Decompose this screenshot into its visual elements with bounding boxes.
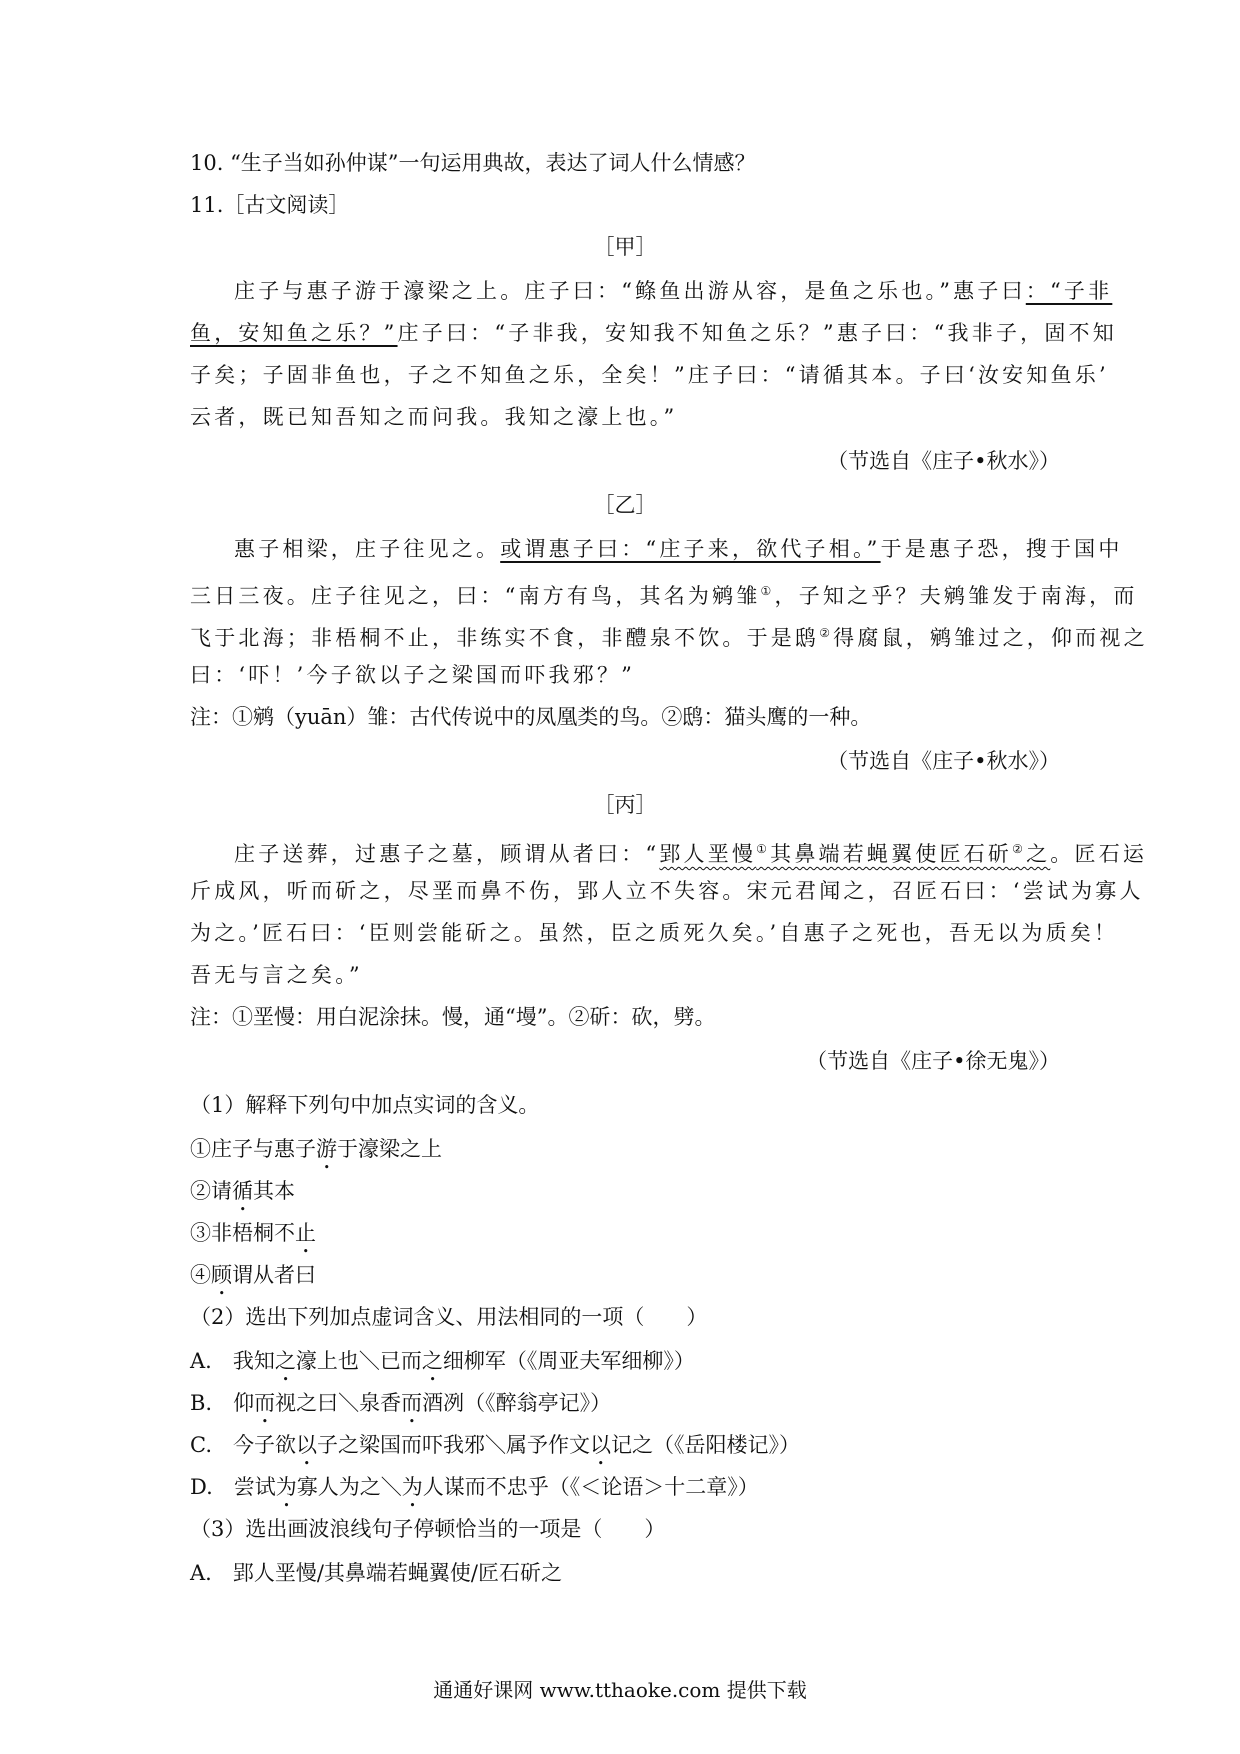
passage-jia-source: （节选自《庄子•秋水》） xyxy=(827,449,1060,473)
passage-jia-heading: ［甲］ xyxy=(593,235,657,259)
dotted-word: 而 xyxy=(254,1391,276,1415)
underlined-sentence: 或谓惠子曰：“庄子来，欲代子相。” xyxy=(500,537,881,561)
sub-question-1-item-4: ④顾谓从者曰 xyxy=(190,1263,316,1287)
footnote-marker: ② xyxy=(819,626,834,640)
dotted-word: 而 xyxy=(401,1391,423,1415)
passage-yi-line-2: 三日三夜。庄子往见之，曰：“南方有鸟，其名为鹓雏①，子知之乎？夫鹓雏发于南海，而 xyxy=(190,584,1138,608)
passage-jia-line-2: 鱼，安知鱼之乐？”庄子曰：“子非我，安知我不知鱼之乐？”惠子曰：“我非子，固不知 xyxy=(190,321,1117,345)
passage-bing-line-4: 吾无与言之矣。” xyxy=(190,963,363,987)
passage-yi-source: （节选自《庄子•秋水》） xyxy=(827,749,1060,773)
passage-yi-heading: ［乙］ xyxy=(593,493,657,517)
dotted-word: 顾 xyxy=(211,1263,232,1287)
sub-question-1-prompt: （1）解释下列句中加点实词的含义。 xyxy=(190,1093,540,1117)
option-b: B. 仰而视之曰＼泉香而酒冽（《醉翁亭记》） xyxy=(190,1391,612,1415)
sub-question-1-item-1: ①庄子与惠子游于濠梁之上 xyxy=(190,1137,442,1161)
sub-question-1-item-3: ③非梧桐不止 xyxy=(190,1221,316,1245)
option-c: C. 今子欲以子之梁国而吓我邪＼属予作文以记之（《岳阳楼记》） xyxy=(190,1433,800,1457)
dotted-word: 止 xyxy=(295,1221,316,1245)
wavy-underlined-sentence: 郢人垩慢①其鼻端若蝇翼使匠石斫②之 xyxy=(659,842,1051,866)
passage-bing-line-3: 为之。’匠石曰：‘臣则尝能斫之。虽然，臣之质死久矣。’自惠子之死也，吾无以为质矣！ xyxy=(190,921,1119,945)
passage-jia-line-4: 云者，既已知吾知之而问我。我知之濠上也。” xyxy=(190,405,678,429)
passage-yi-line-4: 曰：‘吓！’今子欲以子之梁国而吓我邪？” xyxy=(190,663,636,687)
underlined-sentence: 鱼，安知鱼之乐？” xyxy=(190,321,398,345)
passage-jia-line-1: 庄子与惠子游于濠梁之上。庄子曰：“鲦鱼出游从容，是鱼之乐也。”惠子曰：“子非 xyxy=(234,279,1113,303)
sub-question-3-prompt: （3）选出画波浪线句子停顿恰当的一项是（ ） xyxy=(190,1517,666,1541)
sub-question-1-item-2: ②请循其本 xyxy=(190,1179,295,1203)
dotted-word: 之 xyxy=(274,1349,296,1373)
footnote-marker: ① xyxy=(760,584,775,598)
question-10: 10. “生子当如孙仲谋”一句运用典故，表达了词人什么情感？ xyxy=(190,151,756,175)
passage-bing-line-2: 斤成风，听而斫之，尽垩而鼻不伤，郢人立不失容。宋元君闻之，召匠石曰：‘尝试为寡人 xyxy=(190,879,1144,903)
underlined-sentence: ：“子非 xyxy=(1025,279,1113,303)
passage-yi-note: 注：①鹓（yuān）雏：古代传说中的凤凰类的鸟。②鸱：猫头鹰的一种。 xyxy=(190,705,872,729)
passage-bing-source: （节选自《庄子•徐无鬼》） xyxy=(806,1049,1060,1073)
option-a: A. 我知之濠上也＼已而之细柳军（《周亚夫军细柳》） xyxy=(190,1349,695,1373)
sub-question-3-option-a: A. 郢人垩慢/其鼻端若蝇翼使/匠石斫之 xyxy=(190,1561,562,1585)
passage-bing-line-1: 庄子送葬，过惠子之墓，顾谓从者曰：“郢人垩慢①其鼻端若蝇翼使匠石斫②之。匠石运 xyxy=(234,842,1148,866)
passage-bing-note: 注：①垩慢：用白泥涂抹。慢，通“墁”。②斫：砍，劈。 xyxy=(190,1005,716,1029)
sub-question-2-prompt: （2）选出下列加点虚词含义、用法相同的一项（ ） xyxy=(190,1305,708,1329)
passage-yi-line-3: 飞于北海；非梧桐不止，非练实不食，非醴泉不饮。于是鸱②得腐鼠，鹓雏过之，仰而视之 xyxy=(190,626,1148,650)
footnote-marker: ① xyxy=(756,842,771,856)
dotted-word: 为 xyxy=(401,1475,423,1499)
dotted-word: 循 xyxy=(232,1179,253,1203)
dotted-word: 以 xyxy=(590,1433,611,1457)
dotted-word: 游 xyxy=(316,1137,337,1161)
dotted-word: 之 xyxy=(421,1349,443,1373)
question-11-title: 11.［古文阅读］ xyxy=(190,193,350,217)
option-d: D. 尝试为寡人为之＼为人谋而不忠乎（《＜论语＞十二章》） xyxy=(190,1475,759,1499)
passage-jia-line-3: 子矣；子固非鱼也，子之不知鱼之乐，全矣！”庄子曰：“请循其本。子曰‘汝安知鱼乐’ xyxy=(190,363,1109,387)
footnote-marker: ② xyxy=(1012,842,1027,856)
passage-bing-heading: ［丙］ xyxy=(593,793,657,817)
passage-yi-line-1: 惠子相梁，庄子往见之。或谓惠子曰：“庄子来，欲代子相。”于是惠子恐，搜于国中 xyxy=(234,537,1123,561)
dotted-word: 为 xyxy=(275,1475,297,1499)
dotted-word: 以 xyxy=(296,1433,317,1457)
page-footer: 通通好课网 www.tthaoke.com 提供下载 xyxy=(433,1678,807,1702)
